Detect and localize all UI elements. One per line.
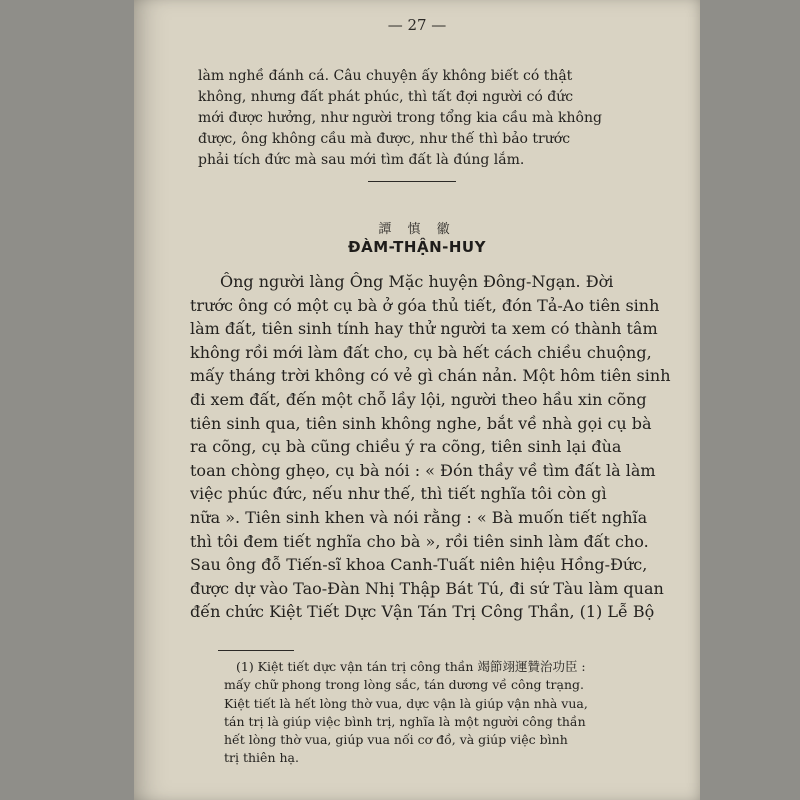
- page-number: — 27 —: [387, 16, 447, 34]
- text-line: mới được hưởng, như người trong tổng kia cầu mà không: [198, 110, 602, 126]
- footnote-line: Kiệt tiết là hết lòng thờ vua, dực vận là giúp vận nhà vua,: [224, 695, 588, 711]
- text-line: ra cõng, cụ bà cũng chiều ý ra cõng, tiên sinh lại đùa: [190, 437, 622, 457]
- text-line: không, nhưng đất phát phúc, thì tất đợi người có đức: [198, 89, 574, 105]
- text-line: làm đất, tiên sinh tính hay thử người ta xem có thành tâm: [190, 319, 658, 339]
- text-line: việc phúc đức, nếu như thế, thì tiết nghĩa tôi còn gì: [190, 484, 607, 504]
- text-line: mấy tháng trời không có vẻ gì chán nản. Một hôm tiên sinh: [190, 366, 671, 386]
- text-line: được, ông không cầu mà được, như thế thì bảo trước: [198, 131, 571, 147]
- text-line: Ông người làng Ông Mặc huyện Đông-Ngạn. Đời: [220, 272, 614, 291]
- text-line: phải tích đức mà sau mới tìm đất là đúng lắm.: [198, 152, 525, 168]
- footnote-rule: [218, 650, 294, 651]
- text-line: không rồi mới làm đất cho, cụ bà hết cách chiều chuộng,: [190, 342, 652, 362]
- text-line: trước ông có một cụ bà ở góa thủ tiết, đón Tả-Ao tiên sinh: [190, 295, 660, 315]
- footnote: [224, 658, 694, 768]
- section-title: ĐÀM-THẬN-HUY: [348, 238, 486, 256]
- section-han-title: 譚 慎 徽: [378, 222, 456, 237]
- text-line: đến chức Kiệt Tiết Dực Vận Tán Trị Công Thần, (1) Lễ Bộ: [190, 602, 655, 622]
- footnote-line: tán trị là giúp việc bình trị, nghĩa là một người công thần: [224, 713, 586, 729]
- body-paragraph: [190, 270, 690, 624]
- text-line: được dự vào Tao-Đàn Nhị Thập Bát Tú, đi sứ Tàu làm quan: [190, 578, 664, 598]
- text-line: thì tôi đem tiết nghĩa cho bà », rồi tiên sinh làm đất cho.: [190, 531, 649, 551]
- book-page: [134, 0, 700, 800]
- footnote-line: trị thiên hạ.: [224, 750, 299, 766]
- text-line: làm nghề đánh cá. Câu chuyện ấy không biết có thật: [198, 68, 573, 84]
- footnote-line: (1) Kiệt tiết dực vận tán trị công thần 竭節翊運贊治功臣 :: [236, 659, 586, 674]
- text-line: tiên sinh qua, tiên sinh không nghe, bắt về nhà gọi cụ bà: [190, 413, 652, 433]
- text-line: nữa ». Tiên sinh khen và nói rằng : « Bà muốn tiết nghĩa: [190, 507, 648, 527]
- section-divider: [368, 181, 456, 182]
- text-line: Sau ông đỗ Tiến-sĩ khoa Canh-Tuất niên hiệu Hồng-Đức,: [190, 555, 648, 575]
- intro-paragraph: [198, 66, 682, 171]
- text-line: toan chòng ghẹo, cụ bà nói : « Đón thầy về tìm đất là làm: [190, 460, 656, 480]
- footnote-line: hết lòng thờ vua, giúp vua nối cơ đồ, và giúp việc bình: [224, 732, 568, 748]
- footnote-line: mấy chữ phong trong lòng sắc, tán dương về công trạng.: [224, 677, 584, 693]
- text-line: đi xem đất, đến một chỗ lầy lội, người theo hầu xin cõng: [190, 389, 647, 409]
